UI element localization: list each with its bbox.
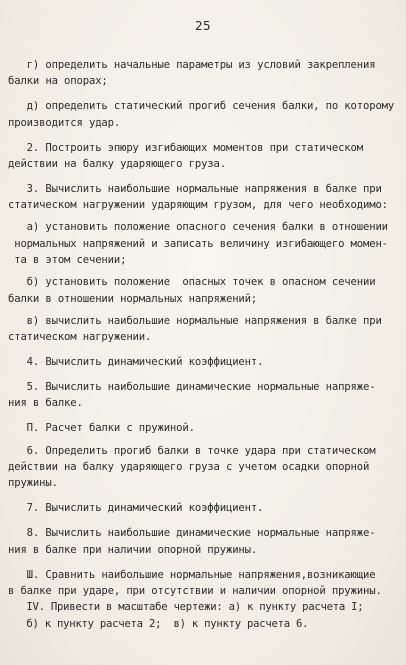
text-line: действии на балку ударяющего груза с учетом осадки опорной: [8, 461, 370, 474]
text-line: производится удар.: [8, 116, 121, 129]
document-body: [8, 57, 396, 632]
text-line: балки на опорах;: [8, 75, 108, 88]
text-line: Ш. Сравнить наибольшие нормальные напряжения,возникающие: [8, 568, 376, 581]
text-line: IV. Привести в масштабе чертежи: а) к пункту расчета I;: [8, 601, 364, 614]
text-line: та в этом сечении;: [8, 254, 127, 267]
text-line: ния в балке.: [8, 397, 83, 410]
page-number: 25: [194, 18, 212, 33]
text-line: 2. Построить эпюру изгибающих моментов при статическом: [8, 141, 363, 154]
text-line: 8. Вычислить наибольшие динамические нормальные напряже-: [8, 527, 376, 540]
text-line: действии на балку ударяющего груза.: [8, 157, 226, 170]
text-line: г) определить начальные параметры из условий закрепления: [8, 59, 376, 71]
text-line: 6. Определить прогиб балки в точке удара при статическом: [8, 444, 376, 457]
text-line: б) установить положение опасных точек в опасном сечении: [8, 276, 376, 289]
text-line: 7. Вычислить динамический коэффициент.: [8, 502, 264, 515]
text-line: статическом нагружении.: [8, 331, 152, 344]
text-line: статическом нагружении ударяющим грузом, для чего необходимо:: [8, 199, 388, 212]
text-line: 4. Вычислить динамический коэффициент.: [8, 356, 264, 369]
text-line: балки в отношении нормальных напряжений;: [8, 292, 258, 305]
text-line: 3. Вычислить наибольшие нормальные напряжения в балке при: [8, 182, 382, 195]
text-line: 5. Вычислить наибольшие динамические нормальные напряже-: [8, 381, 376, 394]
text-line: а) установить положение опасного сечения балки в отношении: [8, 221, 388, 234]
text-line: пружины.: [8, 477, 58, 490]
text-line: б) к пункту расчета 2; в) к пункту расчета 6.: [8, 617, 309, 630]
text-line: д) определить статический прогиб сечения балки, по которому: [8, 100, 395, 113]
text-line: ния в балке при наличии опорной пружины.: [8, 543, 258, 556]
text-line: в балке при ударе, при отсутствии и наличии опорной пружины.: [8, 584, 382, 597]
text-line: в) вычислить наибольшие нормальные напряжения в балке при: [8, 314, 382, 327]
section-heading: П. Расчет балки с пружиной.: [8, 422, 195, 435]
text-line: нормальных напряжений и записать величину изгибающего момен-: [8, 237, 388, 250]
